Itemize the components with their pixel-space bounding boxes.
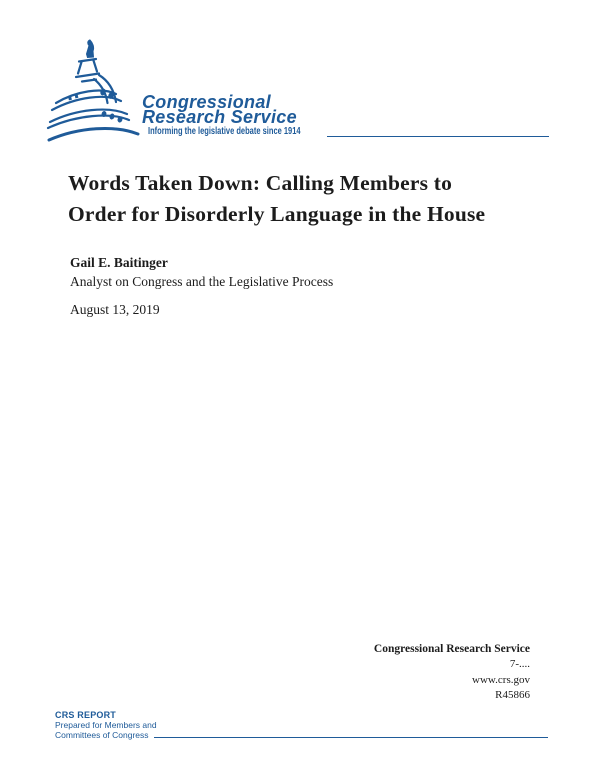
author-role: Analyst on Congress and the Legislative Process xyxy=(70,274,334,289)
logo-tagline: Informing the legislative debate since 1914 xyxy=(148,126,301,137)
report-title xyxy=(68,168,485,230)
footer-left-line2: Committees of Congress xyxy=(55,730,149,740)
footer-rule xyxy=(154,737,548,738)
publication-date: August 13, 2019 xyxy=(70,302,160,317)
footer-org-name: Congressional Research Service xyxy=(373,643,530,655)
author-name: Gail E. Baitinger xyxy=(70,255,168,270)
footer-left-block xyxy=(55,710,548,740)
author-block xyxy=(70,253,333,291)
logo-org-name xyxy=(142,92,297,127)
crs-report-label: CRS REPORT xyxy=(55,710,117,720)
footer-phone: 7-.... xyxy=(509,658,530,671)
logo-org-line2: Research Service xyxy=(142,107,297,127)
footer-left-line1: Prepared for Members and xyxy=(55,720,157,730)
report-title-line-1: Words Taken Down: Calling Members to xyxy=(68,171,453,195)
capitol-dome-icon xyxy=(46,37,141,143)
report-number: R45866 xyxy=(495,688,530,701)
masthead-rule xyxy=(327,136,549,137)
footer-website: www.crs.gov xyxy=(472,673,530,686)
report-title-line-2: Order for Disorderly Language in the House xyxy=(68,202,486,226)
logo-org-line1: Congressional xyxy=(142,92,271,112)
footer-right-block xyxy=(374,642,530,703)
